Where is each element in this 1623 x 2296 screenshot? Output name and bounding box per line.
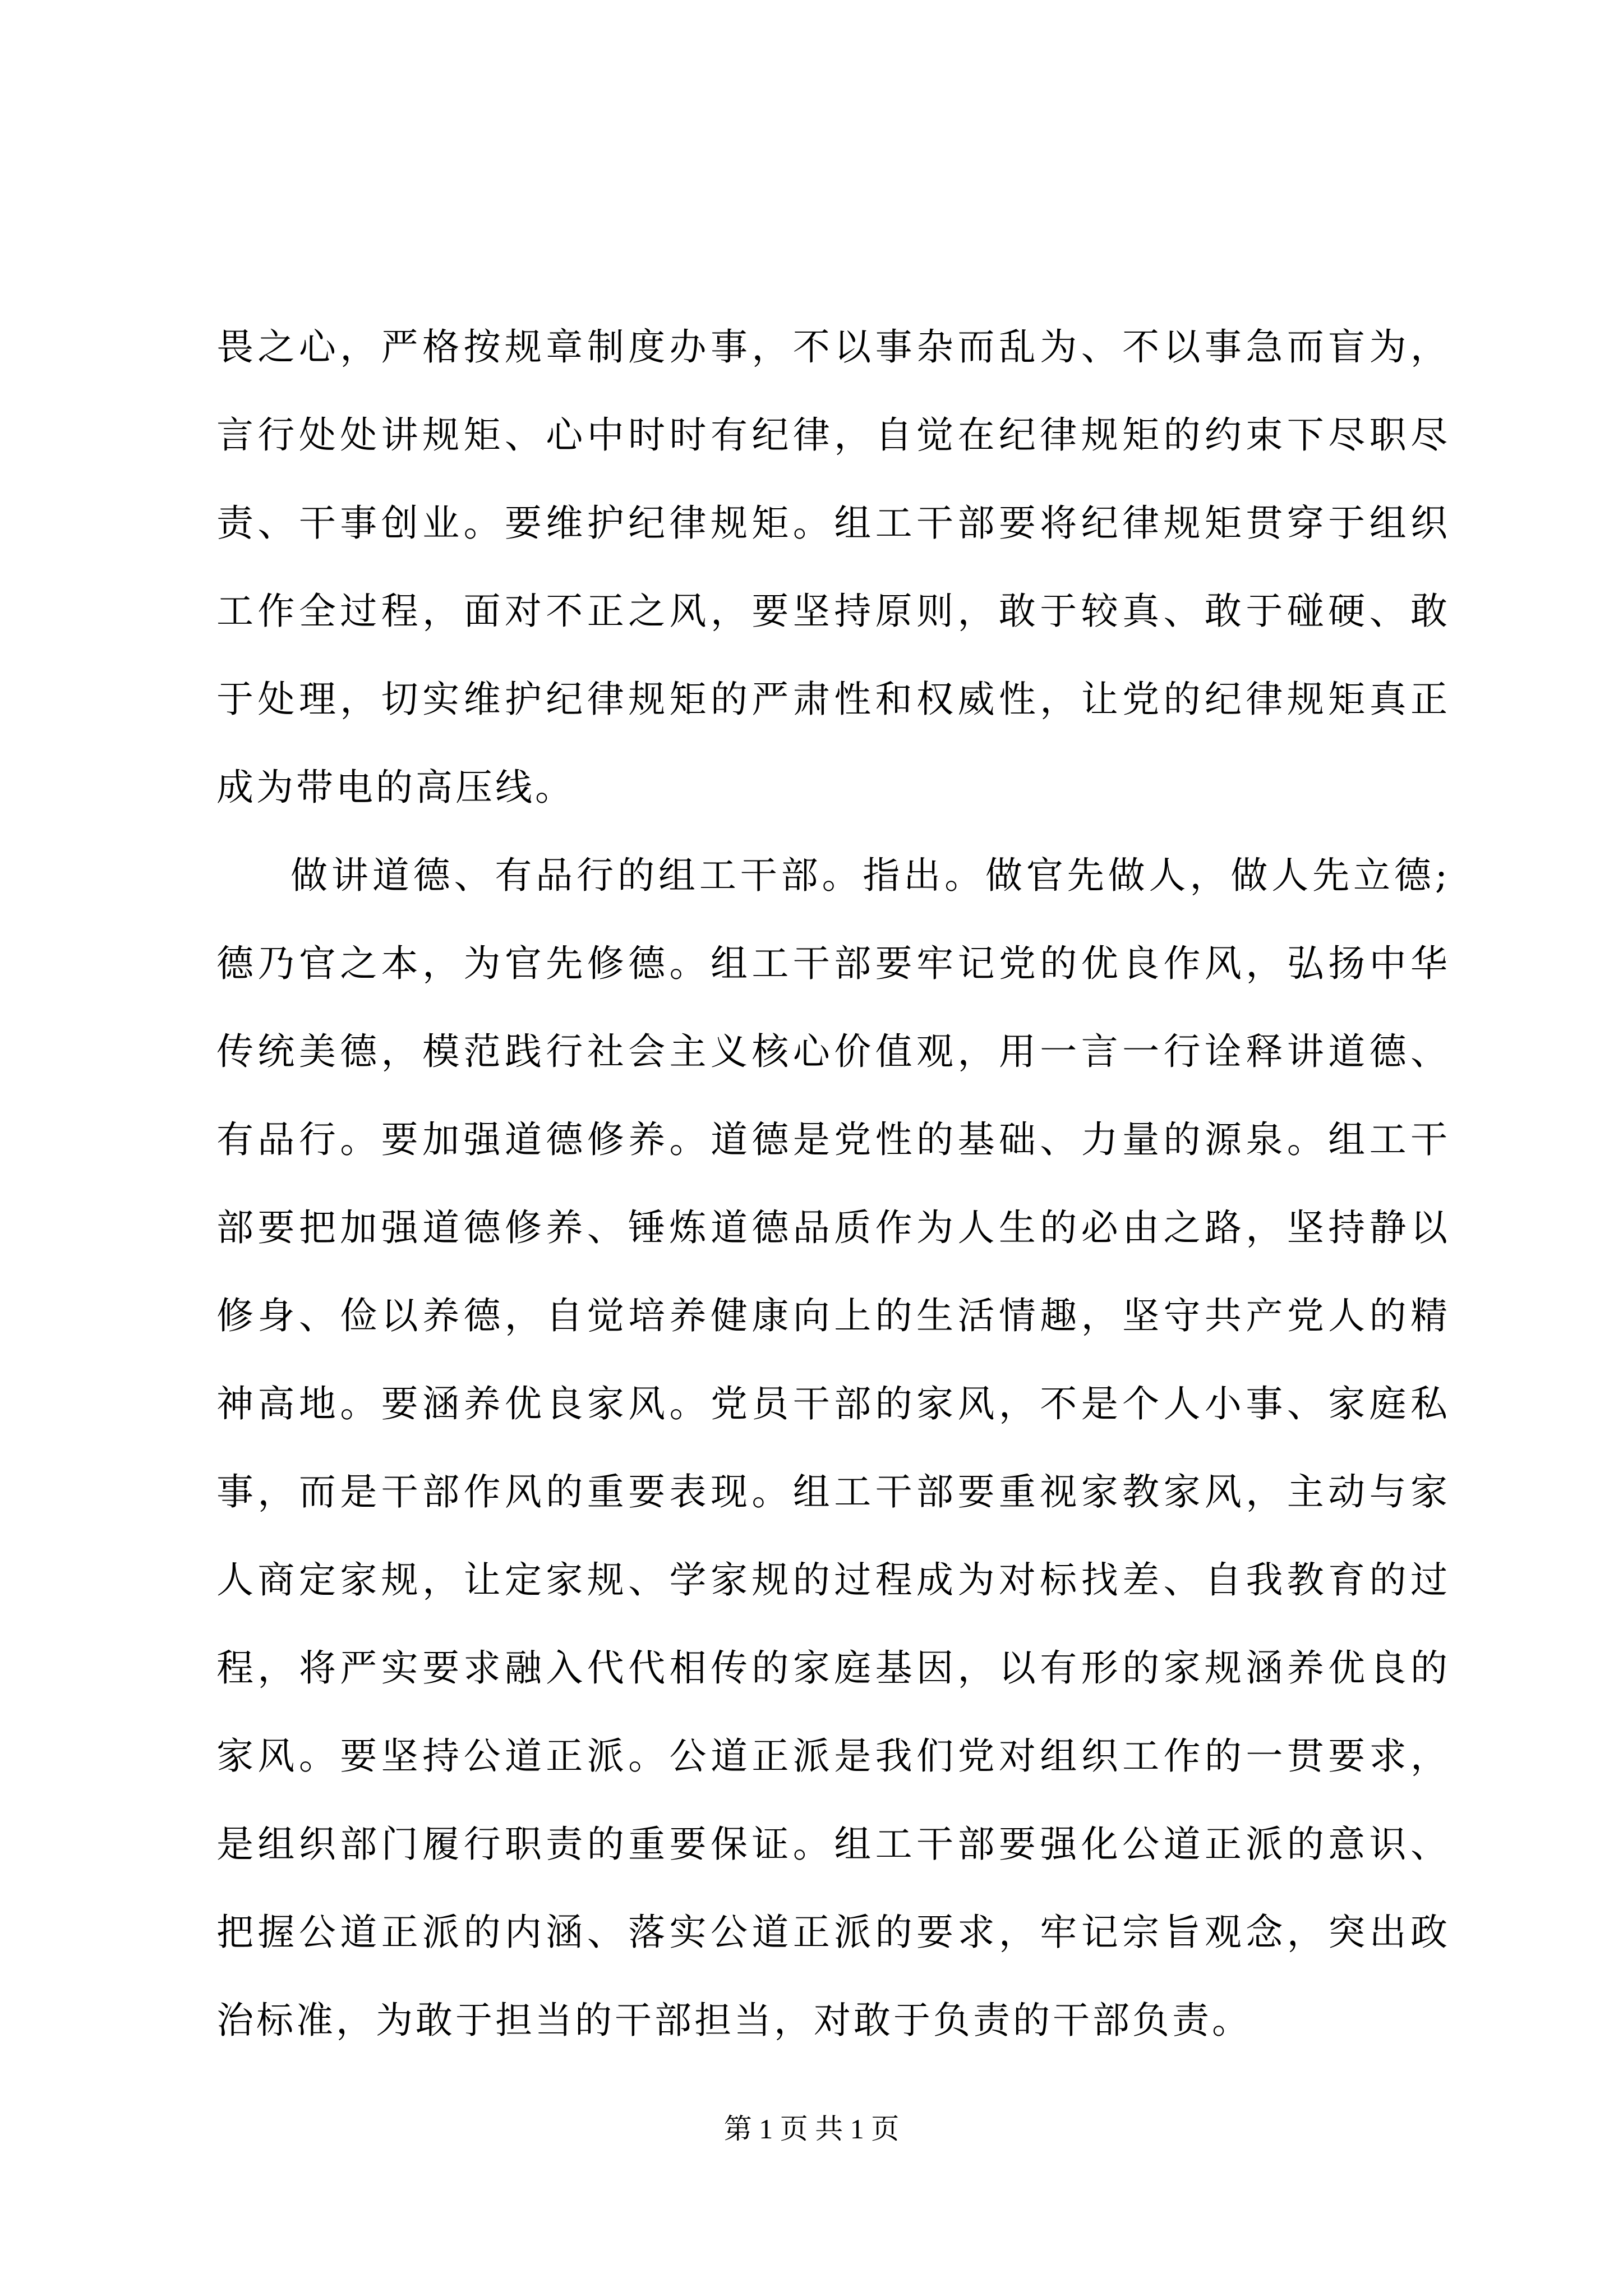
paragraph-1: 畏之心，严格按规章制度办事，不以事杂而乱为、不以事急而盲为，言行处处讲规矩、心中时时有纪律，自觉在纪律规矩的约束下尽职尽责、干事创业。要维护纪律规矩。组工干部要将纪律规矩贯穿于组织工作全过程，面对不正之风，要坚持原则，敢于较真、敢于碰硬、敢于处理，切实维护纪律规矩的严肃性和权威性，让党的纪律规矩真正成为带电的高压线。 — [216, 325, 1450, 809]
document-body — [216, 303, 1450, 2064]
page-footer: 第 1 页 共 1 页 — [723, 2113, 900, 2145]
paragraph-2: 做讲道德、有品行的组工干部。指出。做官先做人，做人先立德;德乃官之本，为官先修德。组工干部要牢记党的优良作风，弘扬中华传统美德，模范践行社会主义核心价值观，用一言一行诠释讲道德、有品行。要加强道德修养。道德是党性的基础、力量的源泉。组工干部要把加强道德修养、锤炼道德品质作为人生的必由之路，坚持静以修身、俭以养德，自觉培养健康向上的生活情趣，坚守共产党人的精神高地。要涵养优良家风。党员干部的家风，不是个人小事、家庭私事，而是干部作风的重要表现。组工干部要重视家教家风，主动与家人商定家规，让定家规、学家规的过程成为对标找差、自我教育的过程，将严实要求融入代代相传的家庭基因，以有形的家规涵养优良的家风。要坚持公道正派。公道正派是我们党对组织工作的一贯要求，是组织部门履行职责的重要保证。组工干部要强化公道正派的意识、把握公道正派的内涵、落实公道正派的要求，牢记宗旨观念，突出政治标准，为敢于担当的干部担当，对敢于负责的干部负责。 — [216, 854, 1450, 2042]
